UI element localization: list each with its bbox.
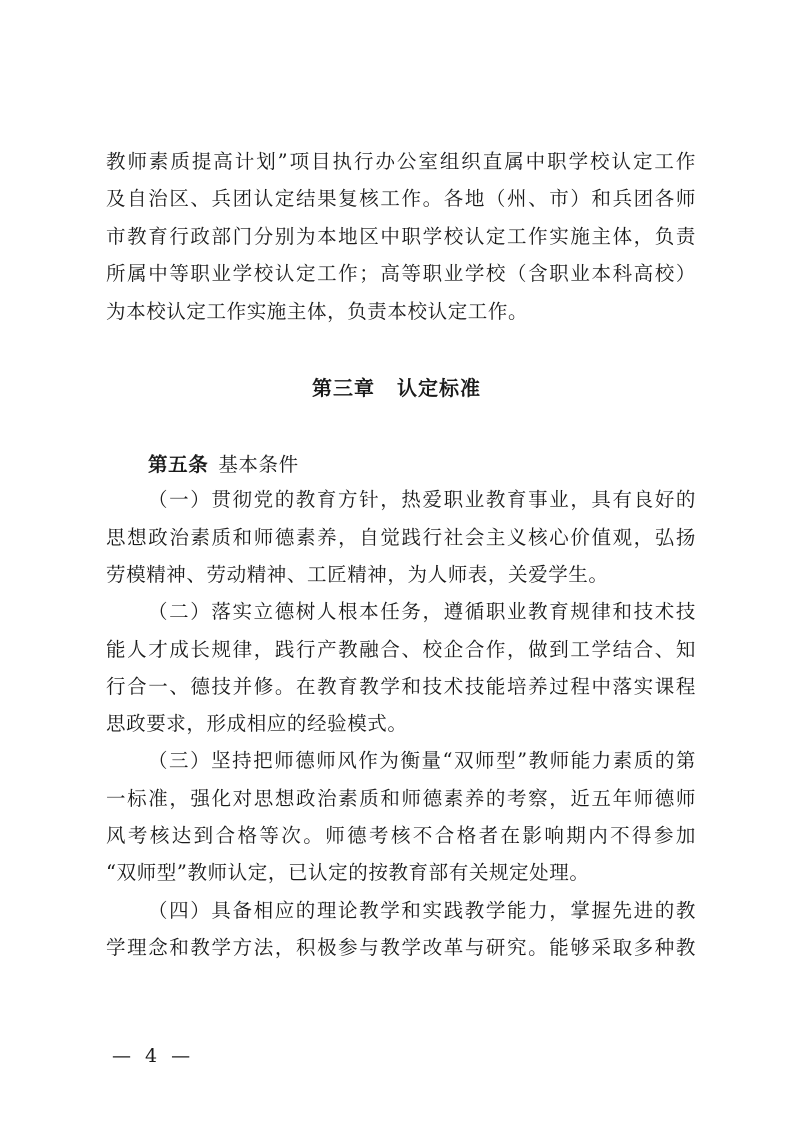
list-item-line: 学理念和教学方法，积极参与教学改革与研究。能够采取多种教 — [106, 936, 696, 959]
article-title: 基本条件 — [218, 453, 299, 476]
body-text-line: 所属中等职业学校认定工作；高等职业学校（含职业本科高校） — [106, 262, 696, 285]
article-heading — [148, 453, 696, 477]
list-item-line: 劳模精神、劳动精神、工匠精神，为人师表，关爱学生。 — [106, 563, 609, 586]
list-item-line: （四）具备相应的理论教学和实践教学能力，掌握先进的教 — [148, 899, 696, 922]
list-item-line: 风考核达到合格等次。师德考核不合格者在影响期内不得参加 — [106, 824, 696, 847]
list-item-line: （三）坚持把师德师风作为衡量“双师型”教师能力素质的第 — [148, 749, 696, 772]
article-number: 第五条 — [148, 453, 209, 476]
chapter-title: 认定标准 — [397, 376, 481, 400]
list-item-line: 思想政治素质和师德素养，自觉践行社会主义核心价值观，弘扬 — [106, 526, 696, 549]
chapter-number: 第三章 — [312, 376, 375, 400]
list-item-line: 能人才成长规律，践行产教融合、校企合作，做到工学结合、知 — [106, 638, 696, 661]
list-item-line: 行合一、德技并修。在教育教学和技术技能培养过程中落实课程 — [106, 675, 696, 698]
body-text-line: 市教育行政部门分别为本地区中职学校认定工作实施主体，负责 — [106, 225, 696, 248]
list-item-line: 一标准，强化对思想政治素质和师德素养的考察，近五年师德师 — [106, 787, 696, 810]
list-item-line: （一）贯彻党的教育方针，热爱职业教育事业，具有良好的 — [148, 488, 696, 511]
list-item-line: 思政要求，形成相应的经验模式。 — [106, 712, 408, 735]
list-item-line: “双师型”教师认定，已认定的按教育部有关规定处理。 — [106, 861, 590, 884]
body-text-line: 教师素质提高计划”项目执行办公室组织直属中职学校认定工作 — [106, 150, 696, 173]
list-item-line: （二）落实立德树人根本任务，遵循职业教育规律和技术技 — [148, 600, 696, 623]
chapter-heading — [0, 376, 793, 400]
page-number: — 4 — — [112, 1045, 195, 1067]
body-text-line: 为本校认定工作实施主体，负责本校认定工作。 — [106, 300, 529, 323]
body-text-line: 及自治区、兵团认定结果复核工作。各地（州、市）和兵团各师 — [106, 187, 696, 210]
